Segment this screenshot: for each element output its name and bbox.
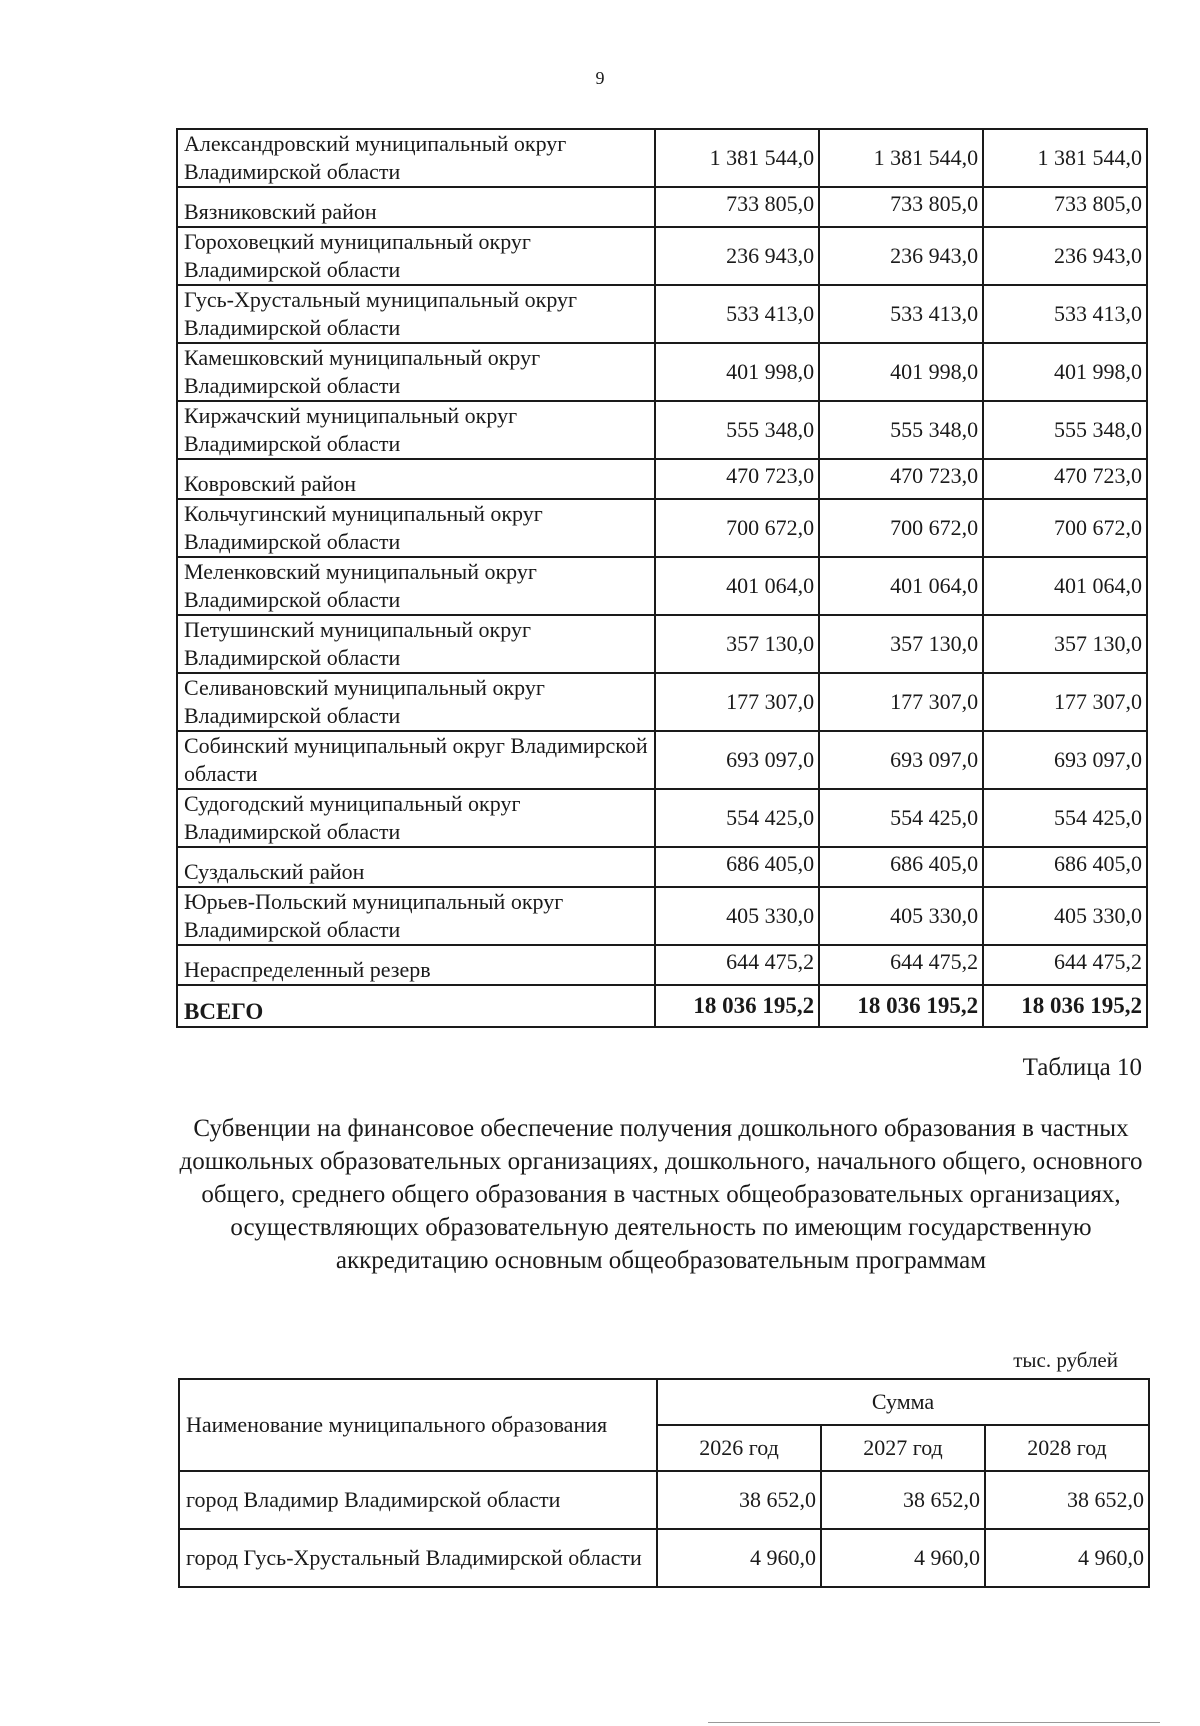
municipality-name: Нераспределенный резерв: [177, 945, 655, 985]
value-2026: 470 723,0: [655, 459, 819, 499]
municipality-name: Камешковский муниципальный округ Владимирской области: [177, 343, 655, 401]
value-2026: 554 425,0: [655, 789, 819, 847]
table-row: [177, 401, 1147, 459]
table-row: [177, 227, 1147, 285]
value-2027: 357 130,0: [819, 615, 983, 673]
table-row: [177, 731, 1147, 789]
municipality-name: Кольчугинский муниципальный округ Владимирской области: [177, 499, 655, 557]
table-caption: Таблица 10: [1022, 1054, 1142, 1081]
value-2027: 733 805,0: [819, 187, 983, 227]
bottom-rule: [708, 1722, 1160, 1723]
value-2026: 533 413,0: [655, 285, 819, 343]
municipality-name: город Владимир Владимирской области: [179, 1471, 657, 1529]
table-row: [177, 847, 1147, 887]
total-2026: 18 036 195,2: [655, 985, 819, 1027]
value-2026: 4 960,0: [657, 1529, 821, 1587]
municipality-name: Александровский муниципальный округ Владимирской области: [177, 129, 655, 187]
municipality-name: Вязниковский район: [177, 187, 655, 227]
units-label: тыс. рублей: [1013, 1348, 1118, 1372]
value-2028: 700 672,0: [983, 499, 1147, 557]
table-row: [177, 285, 1147, 343]
table-row: [177, 129, 1147, 187]
municipality-name: Ковровский район: [177, 459, 655, 499]
value-2027: 686 405,0: [819, 847, 983, 887]
value-2026: 236 943,0: [655, 227, 819, 285]
value-2028: 401 064,0: [983, 557, 1147, 615]
table-row: [177, 343, 1147, 401]
table-row: [177, 557, 1147, 615]
table-row: [177, 615, 1147, 673]
value-2028: 644 475,2: [983, 945, 1147, 985]
value-2026: 177 307,0: [655, 673, 819, 731]
value-2026: 401 064,0: [655, 557, 819, 615]
table-row: [177, 945, 1147, 985]
value-2028: 177 307,0: [983, 673, 1147, 731]
value-2028: 554 425,0: [983, 789, 1147, 847]
municipality-name: Петушинский муниципальный округ Владимирской области: [177, 615, 655, 673]
value-2026: 38 652,0: [657, 1471, 821, 1529]
total-2027: 18 036 195,2: [819, 985, 983, 1027]
table-row: [179, 1529, 1149, 1587]
value-2028: 4 960,0: [985, 1529, 1149, 1587]
municipality-name: Меленковский муниципальный округ Владимирской области: [177, 557, 655, 615]
subvention-table: [178, 1378, 1150, 1588]
value-2028: 686 405,0: [983, 847, 1147, 887]
table-title: Субвенции на финансовое обеспечение получения дошкольного образования в частных дошкольных образовательных организациях, дошкольного, начального общего, основного общего, среднего общего образования в частных общеобразовательных организациях, осуществляющих образовательную деятельность по имеющим государственную аккредитацию основным общеобразовательным программам: [179, 1115, 1143, 1274]
table-row: [177, 499, 1147, 557]
table-row: [177, 673, 1147, 731]
value-2028: 357 130,0: [983, 615, 1147, 673]
total-row: [177, 985, 1147, 1027]
table-row: [177, 187, 1147, 227]
value-2026: 693 097,0: [655, 731, 819, 789]
table-row: [177, 459, 1147, 499]
municipality-name: Суздальский район: [177, 847, 655, 887]
value-2027: 38 652,0: [821, 1471, 985, 1529]
header-2027: 2027 год: [821, 1425, 985, 1471]
municipality-name: Гороховецкий муниципальный округ Владимирской области: [177, 227, 655, 285]
value-2027: 401 064,0: [819, 557, 983, 615]
value-2027: 533 413,0: [819, 285, 983, 343]
value-2028: 1 381 544,0: [983, 129, 1147, 187]
value-2027: 644 475,2: [819, 945, 983, 985]
allocation-table: [176, 128, 1148, 1028]
value-2028: 401 998,0: [983, 343, 1147, 401]
total-label: ВСЕГО: [177, 985, 655, 1027]
header-2026: 2026 год: [657, 1425, 821, 1471]
municipality-name: Киржачский муниципальный округ Владимирской области: [177, 401, 655, 459]
municipality-name: Судогодский муниципальный округ Владимирской области: [177, 789, 655, 847]
value-2027: 4 960,0: [821, 1529, 985, 1587]
table-header-row: [179, 1379, 1149, 1425]
value-2026: 401 998,0: [655, 343, 819, 401]
municipality-name: город Гусь-Хрустальный Владимирской области: [179, 1529, 657, 1587]
value-2026: 686 405,0: [655, 847, 819, 887]
value-2026: 733 805,0: [655, 187, 819, 227]
municipality-name: Гусь-Хрустальный муниципальный округ Владимирской области: [177, 285, 655, 343]
value-2028: 405 330,0: [983, 887, 1147, 945]
table-row: [179, 1471, 1149, 1529]
value-2028: 733 805,0: [983, 187, 1147, 227]
municipality-name: Юрьев-Польский муниципальный округ Владимирской области: [177, 887, 655, 945]
value-2026: 357 130,0: [655, 615, 819, 673]
value-2028: 236 943,0: [983, 227, 1147, 285]
value-2028: 555 348,0: [983, 401, 1147, 459]
total-2028: 18 036 195,2: [983, 985, 1147, 1027]
value-2028: 38 652,0: [985, 1471, 1149, 1529]
value-2027: 554 425,0: [819, 789, 983, 847]
value-2027: 236 943,0: [819, 227, 983, 285]
value-2026: 1 381 544,0: [655, 129, 819, 187]
municipality-name: Селивановский муниципальный округ Владимирской области: [177, 673, 655, 731]
value-2026: 644 475,2: [655, 945, 819, 985]
value-2027: 401 998,0: [819, 343, 983, 401]
value-2027: 555 348,0: [819, 401, 983, 459]
value-2027: 177 307,0: [819, 673, 983, 731]
table-row: [177, 887, 1147, 945]
value-2027: 693 097,0: [819, 731, 983, 789]
value-2028: 533 413,0: [983, 285, 1147, 343]
page-number: 9: [595, 68, 605, 88]
header-sum: Сумма: [657, 1379, 1149, 1425]
table-row: [177, 789, 1147, 847]
value-2027: 1 381 544,0: [819, 129, 983, 187]
value-2026: 555 348,0: [655, 401, 819, 459]
value-2027: 700 672,0: [819, 499, 983, 557]
value-2027: 470 723,0: [819, 459, 983, 499]
value-2026: 405 330,0: [655, 887, 819, 945]
value-2028: 693 097,0: [983, 731, 1147, 789]
value-2027: 405 330,0: [819, 887, 983, 945]
header-2028: 2028 год: [985, 1425, 1149, 1471]
municipality-name: Собинский муниципальный округ Владимирской области: [177, 731, 655, 789]
value-2028: 470 723,0: [983, 459, 1147, 499]
value-2026: 700 672,0: [655, 499, 819, 557]
header-name: Наименование муниципального образования: [179, 1379, 657, 1471]
